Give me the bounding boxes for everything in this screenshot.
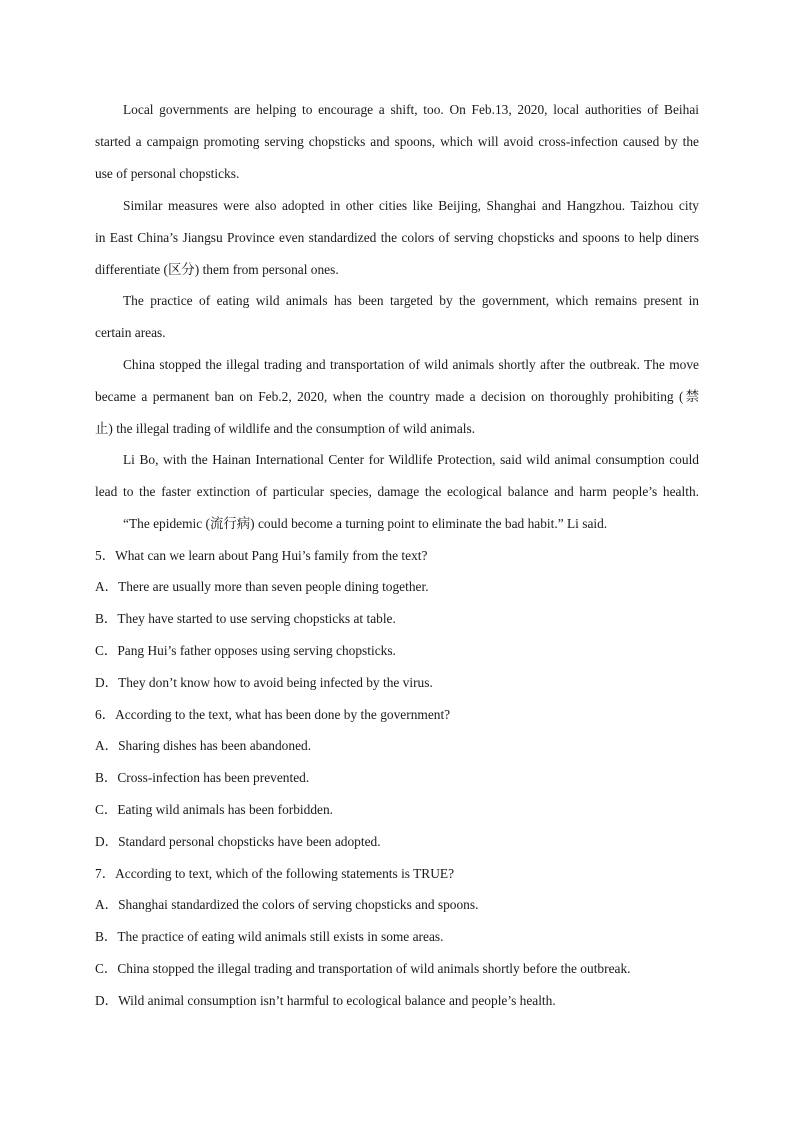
passage-p4-line3: 止) the illegal trading of wildlife and the consumption of wild animals. <box>95 421 476 436</box>
option-text: Wild animal consumption isn’t harmful to ecological balance and people’s health. <box>118 993 556 1008</box>
option-text: Pang Hui’s father opposes using serving chopsticks. <box>117 643 396 658</box>
option-letter: C． <box>95 643 118 658</box>
question-number: 7． <box>95 866 116 881</box>
option-letter: C． <box>95 961 118 976</box>
passage-p4-line2: became a permanent ban on Feb.2, 2020, when the country made a decision on thoroughly prohibiting (禁 <box>95 389 699 404</box>
option-letter: B． <box>95 929 118 944</box>
passage-p4-line1: China stopped the illegal trading and transportation of wild animals shortly after the outbreak. The move <box>123 357 699 372</box>
question-stem: According to text, which of the following statements is TRUE? <box>115 866 455 881</box>
q5-option-c <box>95 642 699 660</box>
option-letter: A． <box>95 897 119 912</box>
question-5 <box>95 547 699 565</box>
passage-p1-line2: started a campaign promoting serving chopsticks and spoons, which will avoid cross-infection caused by the <box>95 134 699 149</box>
option-text: There are usually more than seven people dining together. <box>118 579 429 594</box>
question-7 <box>95 865 699 883</box>
passage-p5-line2: lead to the faster extinction of particular species, damage the ecological balance and harm people’s health. <box>95 484 699 499</box>
option-letter: A． <box>95 579 119 594</box>
q6-option-a <box>95 737 699 755</box>
option-letter: D． <box>95 834 119 849</box>
option-text: China stopped the illegal trading and transportation of wild animals shortly before the outbreak. <box>117 961 631 976</box>
q6-option-c <box>95 801 699 819</box>
passage-p6-line1: “The epidemic (流行病) could become a turning point to eliminate the bad habit.” Li said. <box>123 516 608 531</box>
option-text: Shanghai standardized the colors of serving chopsticks and spoons. <box>118 897 479 912</box>
passage-p1-line1: Local governments are helping to encourage a shift, too. On Feb.13, 2020, local authorities of Beihai <box>123 102 699 117</box>
option-text: The practice of eating wild animals still exists in some areas. <box>117 929 444 944</box>
q5-option-d <box>95 674 699 692</box>
question-stem: What can we learn about Pang Hui’s family from the text? <box>115 548 428 563</box>
option-text: They have started to use serving chopsticks at table. <box>117 611 396 626</box>
option-text: Eating wild animals has been forbidden. <box>117 802 334 817</box>
passage-p1-line3: use of personal chopsticks. <box>95 166 240 181</box>
option-letter: C． <box>95 802 118 817</box>
q7-option-b <box>95 928 699 946</box>
q6-option-d <box>95 833 699 851</box>
q7-option-a <box>95 896 699 914</box>
passage-p5-line1: Li Bo, with the Hainan International Center for Wildlife Protection, said wild animal consumption could <box>123 452 699 467</box>
q7-option-c <box>95 960 699 978</box>
question-stem: According to the text, what has been done by the government? <box>115 707 451 722</box>
q5-option-a <box>95 578 699 596</box>
q5-option-b <box>95 610 699 628</box>
option-text: They don’t know how to avoid being infected by the virus. <box>118 675 433 690</box>
option-text: Cross-infection has been prevented. <box>117 770 310 785</box>
q7-option-d <box>95 992 699 1010</box>
option-letter: A． <box>95 738 119 753</box>
document-page <box>95 0 699 1123</box>
q6-option-b <box>95 769 699 787</box>
question-number: 6． <box>95 707 116 722</box>
question-number: 5． <box>95 548 116 563</box>
option-letter: B． <box>95 770 118 785</box>
passage-p3-line1: The practice of eating wild animals has been targeted by the government, which remains present in <box>123 293 699 308</box>
passage-p2-line1: Similar measures were also adopted in other cities like Beijing, Shanghai and Hangzhou. Taizhou city <box>123 198 699 213</box>
passage-p2-line2: in East China’s Jiangsu Province even standardized the colors of serving chopsticks and spoons to help diners <box>95 230 699 245</box>
option-letter: D． <box>95 993 119 1008</box>
option-text: Sharing dishes has been abandoned. <box>118 738 312 753</box>
option-text: Standard personal chopsticks have been adopted. <box>118 834 381 849</box>
question-6 <box>95 706 699 724</box>
option-letter: B． <box>95 611 118 626</box>
option-letter: D． <box>95 675 119 690</box>
passage-p3-line2: certain areas. <box>95 325 166 340</box>
passage-p2-line3: differentiate (区分) them from personal ones. <box>95 262 339 277</box>
